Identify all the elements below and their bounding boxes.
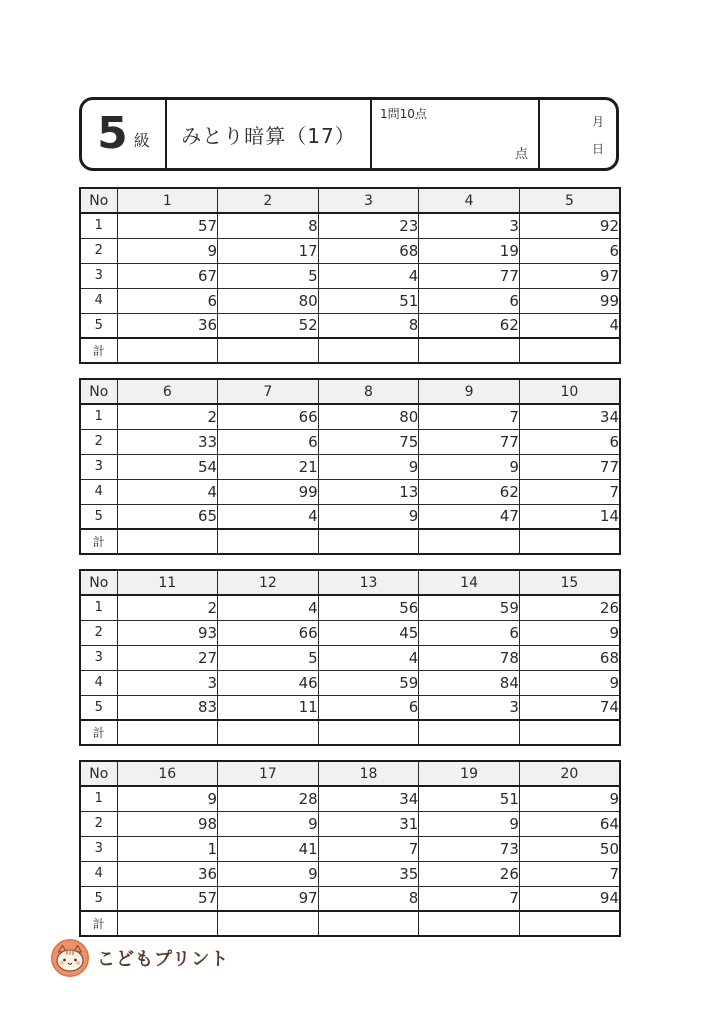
- problem-value-cell: 3: [117, 670, 218, 695]
- row-number: 4: [80, 861, 117, 886]
- table-row: [80, 504, 620, 529]
- problem-value-cell: 77: [519, 454, 620, 479]
- column-header: 16: [117, 761, 218, 786]
- problem-value-cell: 7: [419, 886, 520, 911]
- problem-value-cell: 46: [218, 670, 319, 695]
- column-header: 10: [519, 379, 620, 404]
- problem-value-cell: 80: [218, 288, 319, 313]
- problem-value-cell: 9: [519, 670, 620, 695]
- answer-cell: [519, 911, 620, 936]
- column-header: 5: [519, 188, 620, 213]
- problem-value-cell: 77: [419, 429, 520, 454]
- score-cell: [372, 100, 540, 168]
- problem-value-cell: 8: [218, 213, 319, 238]
- problem-value-cell: 51: [419, 786, 520, 811]
- column-header: 19: [419, 761, 520, 786]
- column-header: 1: [117, 188, 218, 213]
- problem-value-cell: 34: [519, 404, 620, 429]
- answer-cell: [117, 529, 218, 554]
- row-number: 1: [80, 786, 117, 811]
- problem-value-cell: 47: [419, 504, 520, 529]
- worksheet-header: [79, 97, 619, 171]
- problem-value-cell: 9: [419, 811, 520, 836]
- row-number: 5: [80, 313, 117, 338]
- problem-value-cell: 8: [318, 886, 419, 911]
- problem-value-cell: 52: [218, 313, 319, 338]
- problem-value-cell: 17: [218, 238, 319, 263]
- row-number: 4: [80, 479, 117, 504]
- problem-value-cell: 2: [117, 595, 218, 620]
- problem-value-cell: 4: [218, 504, 319, 529]
- column-header: 15: [519, 570, 620, 595]
- table-row: [80, 670, 620, 695]
- problem-value-cell: 11: [218, 695, 319, 720]
- level-number: 5: [97, 108, 128, 159]
- problem-table-2: [79, 378, 621, 555]
- problem-value-cell: 9: [419, 454, 520, 479]
- answer-cell: [117, 720, 218, 745]
- problem-value-cell: 21: [218, 454, 319, 479]
- problem-value-cell: 62: [419, 479, 520, 504]
- problem-value-cell: 7: [419, 404, 520, 429]
- problem-value-cell: 67: [117, 263, 218, 288]
- row-number: 2: [80, 811, 117, 836]
- answer-cell: [218, 529, 319, 554]
- table-row: [80, 836, 620, 861]
- level-cell: [82, 100, 167, 168]
- table-row: [80, 404, 620, 429]
- problem-value-cell: 64: [519, 811, 620, 836]
- total-label: 計: [80, 911, 117, 936]
- table-row: [80, 595, 620, 620]
- row-number: 1: [80, 595, 117, 620]
- problem-value-cell: 84: [419, 670, 520, 695]
- problem-value-cell: 26: [419, 861, 520, 886]
- no-column-header: No: [80, 570, 117, 595]
- problem-value-cell: 35: [318, 861, 419, 886]
- problem-value-cell: 41: [218, 836, 319, 861]
- problem-value-cell: 99: [218, 479, 319, 504]
- row-number: 5: [80, 504, 117, 529]
- problem-table-4: [79, 760, 621, 937]
- table-row: [80, 238, 620, 263]
- answer-cell: [318, 338, 419, 363]
- problem-value-cell: 14: [519, 504, 620, 529]
- row-number: 1: [80, 213, 117, 238]
- problem-value-cell: 68: [519, 645, 620, 670]
- column-header: 14: [419, 570, 520, 595]
- problem-value-cell: 99: [519, 288, 620, 313]
- problem-value-cell: 4: [117, 479, 218, 504]
- problem-value-cell: 59: [318, 670, 419, 695]
- problem-value-cell: 92: [519, 213, 620, 238]
- problem-value-cell: 6: [419, 288, 520, 313]
- table-row: [80, 620, 620, 645]
- answer-cell: [117, 911, 218, 936]
- problem-value-cell: 6: [419, 620, 520, 645]
- problem-value-cell: 9: [117, 238, 218, 263]
- problem-value-cell: 74: [519, 695, 620, 720]
- row-number: 3: [80, 836, 117, 861]
- row-number: 2: [80, 620, 117, 645]
- problem-value-cell: 36: [117, 313, 218, 338]
- problem-value-cell: 7: [519, 479, 620, 504]
- problem-value-cell: 5: [218, 263, 319, 288]
- table-row: [80, 811, 620, 836]
- month-label: 月: [591, 115, 604, 129]
- problem-value-cell: 9: [519, 620, 620, 645]
- problem-value-cell: 98: [117, 811, 218, 836]
- problem-value-cell: 27: [117, 645, 218, 670]
- problem-value-cell: 3: [419, 695, 520, 720]
- problem-value-cell: 83: [117, 695, 218, 720]
- row-number: 2: [80, 238, 117, 263]
- table-row: [80, 861, 620, 886]
- answer-cell: [218, 720, 319, 745]
- problem-value-cell: 1: [117, 836, 218, 861]
- total-label: 計: [80, 720, 117, 745]
- row-number: 4: [80, 288, 117, 313]
- problem-table-1: [79, 187, 621, 364]
- problem-value-cell: 75: [318, 429, 419, 454]
- column-header: 17: [218, 761, 319, 786]
- problem-value-cell: 93: [117, 620, 218, 645]
- answer-cell: [117, 338, 218, 363]
- problem-value-cell: 13: [318, 479, 419, 504]
- problem-value-cell: 97: [218, 886, 319, 911]
- column-header: 7: [218, 379, 319, 404]
- problem-value-cell: 4: [318, 263, 419, 288]
- problem-value-cell: 23: [318, 213, 419, 238]
- answer-cell: [318, 911, 419, 936]
- no-column-header: No: [80, 188, 117, 213]
- row-number: 3: [80, 454, 117, 479]
- total-row: [80, 911, 620, 936]
- day-label: 日: [591, 142, 604, 156]
- column-header: 13: [318, 570, 419, 595]
- answer-cell: [519, 338, 620, 363]
- problem-value-cell: 9: [218, 861, 319, 886]
- problem-value-cell: 34: [318, 786, 419, 811]
- problem-table-3: [79, 569, 621, 746]
- problem-value-cell: 3: [419, 213, 520, 238]
- problem-value-cell: 28: [218, 786, 319, 811]
- column-header: 12: [218, 570, 319, 595]
- table-row: [80, 429, 620, 454]
- problem-value-cell: 36: [117, 861, 218, 886]
- problem-value-cell: 9: [318, 454, 419, 479]
- row-number: 5: [80, 886, 117, 911]
- table-row: [80, 786, 620, 811]
- total-label: 計: [80, 338, 117, 363]
- problem-value-cell: 26: [519, 595, 620, 620]
- problem-value-cell: 97: [519, 263, 620, 288]
- column-header: 8: [318, 379, 419, 404]
- problem-value-cell: 9: [519, 786, 620, 811]
- problem-value-cell: 78: [419, 645, 520, 670]
- problem-value-cell: 6: [318, 695, 419, 720]
- column-header: 3: [318, 188, 419, 213]
- column-header: 9: [419, 379, 520, 404]
- problem-value-cell: 80: [318, 404, 419, 429]
- score-unit-label: 点: [514, 147, 528, 162]
- problem-value-cell: 19: [419, 238, 520, 263]
- row-number: 1: [80, 404, 117, 429]
- column-header: 18: [318, 761, 419, 786]
- problem-value-cell: 6: [519, 238, 620, 263]
- row-number: 4: [80, 670, 117, 695]
- row-number: 5: [80, 695, 117, 720]
- answer-cell: [419, 529, 520, 554]
- problem-value-cell: 57: [117, 213, 218, 238]
- problem-value-cell: 66: [218, 620, 319, 645]
- cat-face-icon: [50, 938, 90, 978]
- problem-value-cell: 54: [117, 454, 218, 479]
- problem-value-cell: 56: [318, 595, 419, 620]
- table-row: [80, 263, 620, 288]
- column-header: 4: [419, 188, 520, 213]
- total-row: [80, 720, 620, 745]
- problem-value-cell: 9: [117, 786, 218, 811]
- answer-cell: [218, 911, 319, 936]
- brand-footer: [50, 938, 229, 978]
- problem-value-cell: 68: [318, 238, 419, 263]
- problem-value-cell: 31: [318, 811, 419, 836]
- problem-value-cell: 7: [318, 836, 419, 861]
- total-label: 計: [80, 529, 117, 554]
- problem-value-cell: 4: [218, 595, 319, 620]
- problem-value-cell: 59: [419, 595, 520, 620]
- table-row: [80, 886, 620, 911]
- table-row: [80, 645, 620, 670]
- problem-value-cell: 33: [117, 429, 218, 454]
- answer-cell: [318, 529, 419, 554]
- worksheet-title: みとり暗算（17）: [167, 100, 372, 168]
- problem-value-cell: 4: [318, 645, 419, 670]
- answer-cell: [419, 338, 520, 363]
- row-number: 3: [80, 645, 117, 670]
- column-header: 20: [519, 761, 620, 786]
- column-header: 2: [218, 188, 319, 213]
- date-cell: [540, 100, 616, 168]
- problem-value-cell: 73: [419, 836, 520, 861]
- problem-value-cell: 62: [419, 313, 520, 338]
- answer-cell: [218, 338, 319, 363]
- problem-value-cell: 8: [318, 313, 419, 338]
- score-note: 1問10点: [380, 107, 427, 121]
- problem-value-cell: 9: [218, 811, 319, 836]
- answer-cell: [318, 720, 419, 745]
- problem-value-cell: 66: [218, 404, 319, 429]
- problem-value-cell: 57: [117, 886, 218, 911]
- answer-cell: [519, 720, 620, 745]
- problem-value-cell: 4: [519, 313, 620, 338]
- problem-value-cell: 6: [117, 288, 218, 313]
- problem-value-cell: 77: [419, 263, 520, 288]
- problem-value-cell: 7: [519, 861, 620, 886]
- level-suffix: 級: [133, 130, 150, 150]
- problem-value-cell: 2: [117, 404, 218, 429]
- no-column-header: No: [80, 379, 117, 404]
- row-number: 3: [80, 263, 117, 288]
- table-row: [80, 288, 620, 313]
- problem-value-cell: 50: [519, 836, 620, 861]
- problem-value-cell: 9: [318, 504, 419, 529]
- problem-value-cell: 5: [218, 645, 319, 670]
- brand-name: こどもプリント: [97, 949, 230, 970]
- table-row: [80, 313, 620, 338]
- total-row: [80, 529, 620, 554]
- problem-value-cell: 45: [318, 620, 419, 645]
- problem-value-cell: 51: [318, 288, 419, 313]
- table-row: [80, 213, 620, 238]
- problem-value-cell: 65: [117, 504, 218, 529]
- table-row: [80, 695, 620, 720]
- problem-value-cell: 94: [519, 886, 620, 911]
- answer-cell: [419, 720, 520, 745]
- table-row: [80, 454, 620, 479]
- no-column-header: No: [80, 761, 117, 786]
- row-number: 2: [80, 429, 117, 454]
- table-row: [80, 479, 620, 504]
- total-row: [80, 338, 620, 363]
- column-header: 6: [117, 379, 218, 404]
- answer-cell: [519, 529, 620, 554]
- answer-cell: [419, 911, 520, 936]
- problem-value-cell: 6: [218, 429, 319, 454]
- problem-value-cell: 6: [519, 429, 620, 454]
- column-header: 11: [117, 570, 218, 595]
